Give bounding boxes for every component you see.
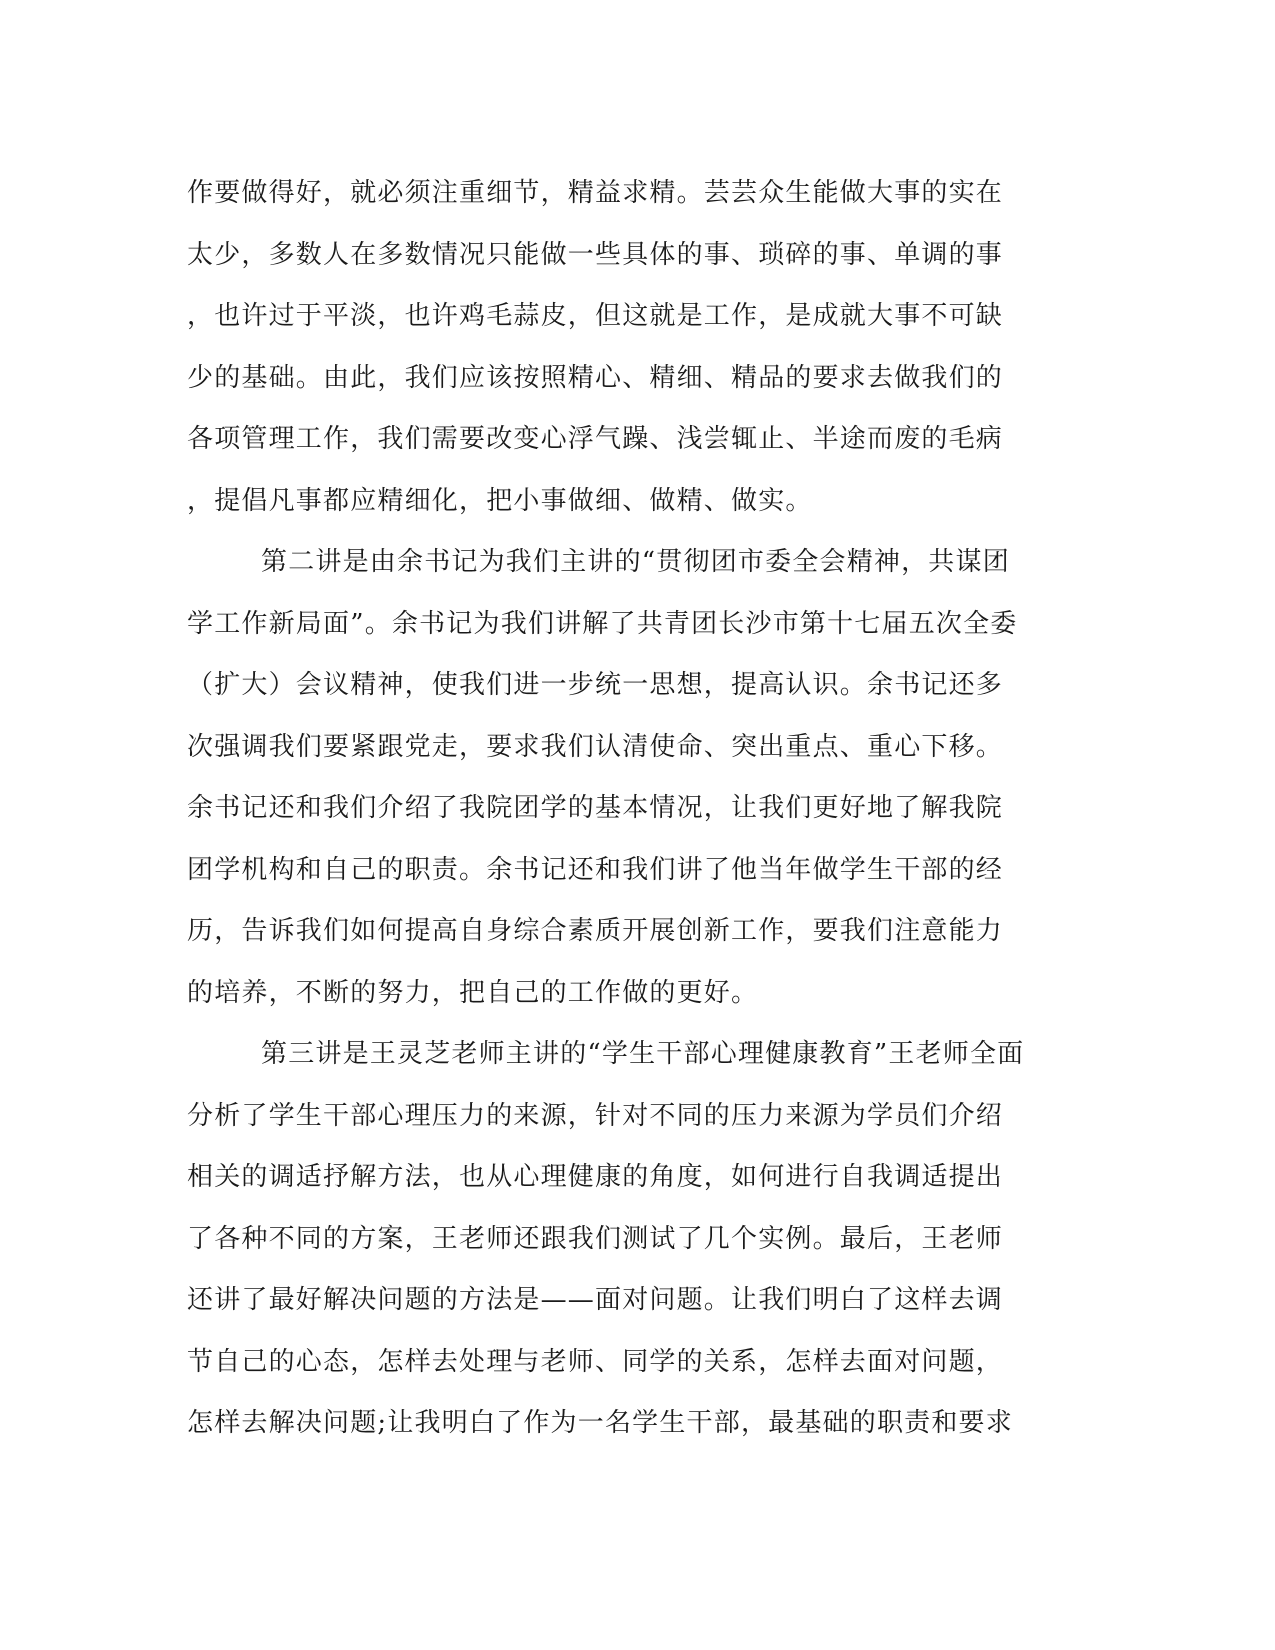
paragraph-2 xyxy=(187,532,1077,1024)
text-line: 第三讲是王灵芝老师主讲的“学生干部心理健康教育”王老师全面 xyxy=(261,1039,1025,1069)
text-line: 第二讲是由余书记为我们主讲的“贯彻团市委全会精神，共谋团 xyxy=(261,547,1010,577)
paragraph-3 xyxy=(187,1024,1077,1455)
body-text xyxy=(187,163,1077,1455)
text-line: 了各种不同的方案，王老师还跟我们测试了几个实例。最后，王老师 xyxy=(187,1223,1004,1254)
text-line: 怎样去解决问题;让我明白了作为一名学生干部，最基础的职责和要求 xyxy=(187,1408,1013,1438)
text-line: 团学机构和自己的职责。余书记还和我们讲了他当年做学生干部的经 xyxy=(187,854,1004,885)
text-line: 历，告诉我们如何提高自身综合素质开展创新工作，要我们注意能力 xyxy=(187,916,1004,946)
text-line: 太少，多数人在多数情况只能做一些具体的事、琐碎的事、单调的事 xyxy=(187,239,1004,270)
text-line: 作要做得好，就必须注重细节，精益求精。芸芸众生能做大事的实在 xyxy=(187,178,1004,208)
text-line: ，也许过于平淡，也许鸡毛蒜皮，但这就是工作，是成就大事不可缺 xyxy=(187,301,1004,331)
text-line: 的培养，不断的努力，把自己的工作做的更好。 xyxy=(187,977,759,1008)
text-line: ，提倡凡事都应精细化，把小事做细、做精、做实。 xyxy=(187,485,813,516)
paragraph-1 xyxy=(187,163,1077,532)
text-line: 还讲了最好解决问题的方法是——面对问题。让我们明白了这样去调 xyxy=(187,1285,1004,1315)
text-line: 分析了学生干部心理压力的来源，针对不同的压力来源为学员们介绍 xyxy=(187,1100,1004,1131)
text-line: 次强调我们要紧跟党走，要求我们认清使命、突出重点、重心下移。 xyxy=(187,731,1004,762)
text-line: 节自己的心态，怎样去处理与老师、同学的关系，怎样去面对问题， xyxy=(187,1346,1004,1377)
text-line: 余书记还和我们介绍了我院团学的基本情况，让我们更好地了解我院 xyxy=(187,793,1004,823)
text-line: 各项管理工作，我们需要改变心浮气躁、浅尝辄止、半途而废的毛病 xyxy=(187,424,1004,454)
text-line: 学工作新局面”。余书记为我们讲解了共青团长沙市第十七届五次全委 xyxy=(187,608,1018,639)
text-line: 相关的调适抒解方法，也从心理健康的角度，如何进行自我调适提出 xyxy=(187,1162,1004,1192)
text-line: （扩大）会议精神，使我们进一步统一思想，提高认识。余书记还多 xyxy=(187,670,1004,700)
text-line: 少的基础。由此，我们应该按照精心、精细、精品的要求去做我们的 xyxy=(187,362,1004,393)
